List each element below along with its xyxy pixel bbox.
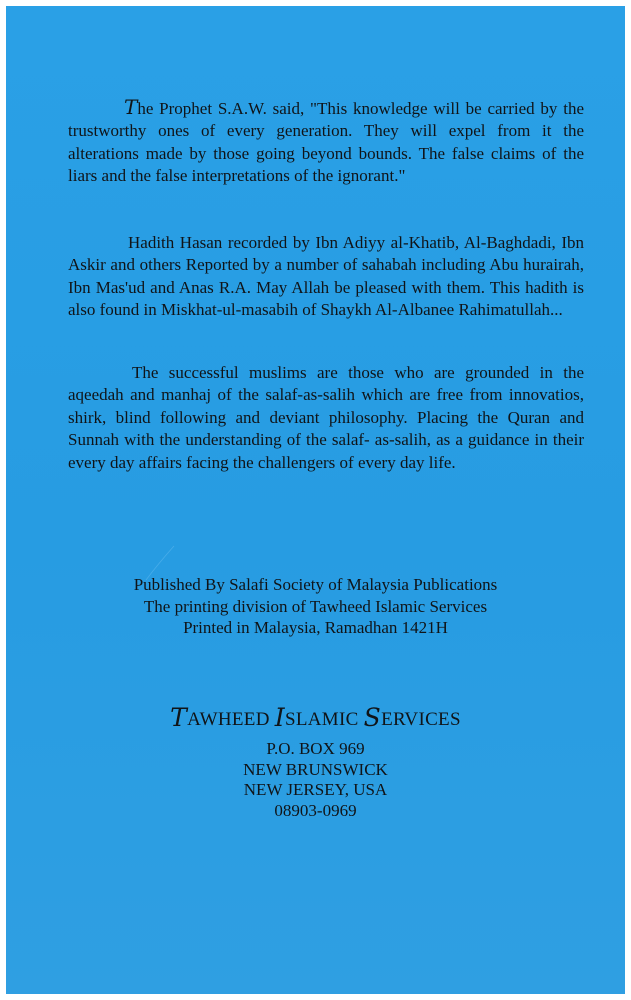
hadith-quote (68, 96, 584, 188)
publisher-line: Printed in Malaysia, Ramadhan 1421H (183, 618, 448, 637)
publisher-line: Published By Salafi Society of Malaysia Publications (133, 575, 498, 594)
brand-word: AWHEED (187, 709, 270, 730)
publisher-line: The printing division of Tawheed Islamic Services (143, 596, 488, 616)
address-line: P.O. BOX 969 (266, 739, 365, 758)
hadith-source: Hadith Hasan recorded by Ibn Adiyy al-Khatib, Al-Baghdadi, Ibn Askir and others Reported by a number of sahabah including Abu hurairah, Ibn Mas'ud and Anas R.A. May Allah be pleased with them. This hadith is also found in Miskhat-ul-masabih of Shaykh Al-Albanee Rahimatullah... (68, 233, 584, 320)
back-cover (6, 6, 625, 994)
address-line: NEW JERSEY, USA (243, 780, 388, 799)
brand-word: ERVICES (381, 709, 461, 730)
quote-initial: T (124, 95, 138, 119)
brand-initial: I (274, 703, 285, 732)
publisher-info (6, 574, 625, 639)
brand-name (6, 703, 625, 732)
quote-text: he Prophet S.A.W. said, "This knowledge will be carried by the trustworthy ones of every generation. They will expel from it the alterations made by those going beyond bounds. The false claims of the liars and the false interpretations of the ignorant." (68, 99, 584, 186)
statement-paragraph: The successful muslims are those who are grounded in the aqeedah and manhaj of the salaf-as-salih which are free from innovatios, shirk, blind following and deviant philosophy. Placing the Quran and Sunnah with the understanding of the salaf- as-salih, as a guidance in their every day affairs facing the challengers of every day life. (68, 363, 584, 472)
brand-initial: S (363, 703, 382, 732)
address-line: NEW BRUNSWICK (243, 759, 388, 779)
address-line: 08903-0969 (274, 800, 357, 820)
postal-address (6, 739, 625, 821)
brand-word: SLAMIC (284, 709, 359, 730)
brand-initial: T (170, 703, 188, 732)
